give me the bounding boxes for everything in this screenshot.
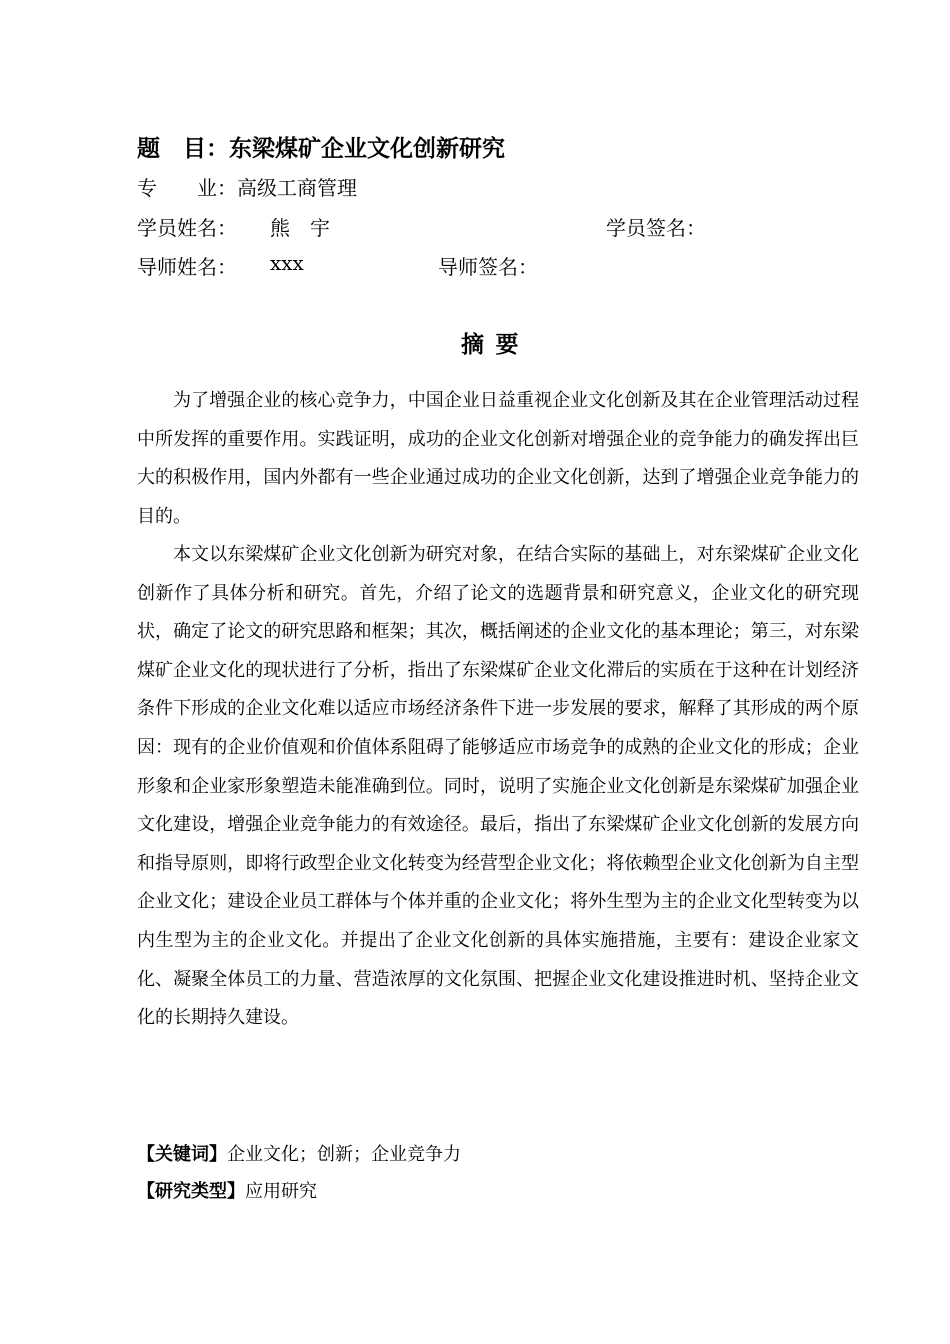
keywords-value: 企业文化；创新；企业竞争力	[227, 1144, 461, 1165]
abstract-paragraph-2: 本文以东梁煤矿企业文化创新为研究对象，在结合实际的基础上，对东梁煤矿企业文化创新作了具体分析和研究。首先，介绍了论文的选题背景和研究意义，企业文化的研究现状，确定了论文的研究思路和框架；其次，概括阐述的企业文化的基本理论；第三，对东梁煤矿企业文化的现状进行了分析，指出了东梁煤矿企业文化滞后的实质在于这种在计划经济条件下形成的企业文化难以适应市场经济条件下进一步发展的要求，解释了其形成的两个原因：现有的企业价值观和价值体系阻碍了能够适应市场竞争的成熟的企业文化的形成；企业形象和企业家形象塑造未能准确到位。同时，说明了实施企业文化创新是东梁煤矿加强企业文化建设，增强企业竞争能力的有效途径。最后，指出了东梁煤矿企业文化创新的发展方向和指导原则，即将行政型企业文化转变为经营型企业文化；将依赖型企业文化创新为自主型企业文化；建设企业员工群体与个体并重的企业文化；将外生型为主的企业文化型转变为以内生型为主的企业文化。并提出了企业文化创新的具体实施措施，主要有：建设企业家文化、凝聚全体员工的力量、营造浓厚的文化氛围、把握企业文化建设推进时机、坚持企业文化的长期持久建设。	[137, 544, 859, 1029]
major-line	[137, 172, 357, 201]
student-name-label: 学员姓名：	[137, 216, 237, 240]
student-name-value: 熊 宇	[270, 216, 330, 240]
thesis-title-value: 东梁煤矿企业文化创新研究	[229, 136, 505, 162]
research-type-line	[137, 1177, 317, 1203]
advisor-signature-label: 导师签名：	[438, 255, 538, 279]
abstract-heading: 摘要	[461, 332, 530, 358]
thesis-title-line	[137, 130, 505, 163]
advisor-name-label: 导师姓名：	[137, 255, 237, 279]
keywords-label: 【关键词】	[137, 1144, 227, 1165]
research-type-value: 应用研究	[245, 1181, 317, 1202]
major-value: 高级工商管理	[237, 176, 357, 200]
research-type-label: 【研究类型】	[137, 1181, 245, 1202]
thesis-title-label: 题 目：	[137, 136, 229, 162]
major-label: 专 业：	[137, 176, 237, 200]
abstract-paragraph-1: 为了增强企业的核心竞争力，中国企业日益重视企业文化创新及其在企业管理活动过程中所发挥的重要作用。实践证明，成功的企业文化创新对增强企业的竞争能力的确发挥出巨大的积极作用，国内外都有一些企业通过成功的企业文化创新，达到了增强企业竞争能力的目的。	[137, 390, 859, 527]
advisor-name-value: xxx	[270, 251, 304, 275]
student-signature-label: 学员签名：	[606, 216, 706, 240]
keywords-line	[137, 1140, 461, 1166]
